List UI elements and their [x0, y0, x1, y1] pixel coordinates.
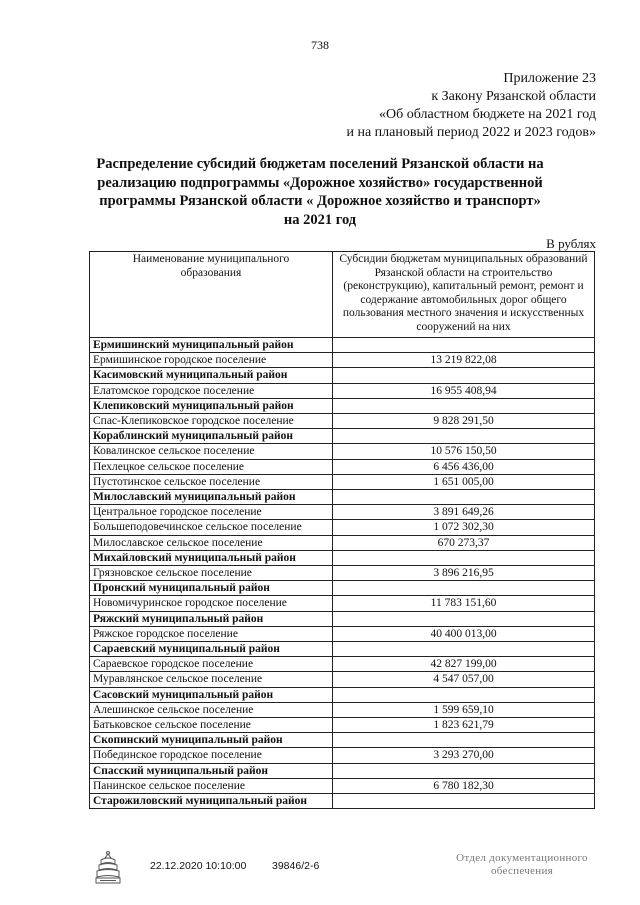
appendix-header — [346, 70, 596, 142]
subsidy-amount: 3 891 649,26 — [333, 505, 595, 520]
settlement-row — [90, 444, 595, 459]
settlement-name: Милославское сельское поселение — [90, 535, 333, 550]
subsidy-amount: 11 783 151,60 — [333, 596, 595, 611]
settlement-name: Спас-Клепиковское городское поселение — [90, 414, 333, 429]
settlement-row — [90, 748, 595, 763]
title-line: программы Рязанской области « Дорожное хозяйство и транспорт» — [99, 193, 541, 209]
column-header-name-text: Наименование муниципального образования — [132, 253, 290, 279]
appendix-line: и на плановый период 2022 и 2023 годов» — [346, 125, 596, 140]
district-name: Клепиковский муниципальный район — [90, 398, 333, 413]
subsidy-amount: 13 219 822,08 — [333, 353, 595, 368]
column-header-name — [90, 252, 333, 338]
settlement-name: Ермишинское городское поселение — [90, 353, 333, 368]
subsidy-amount — [333, 550, 595, 565]
page-number: 738 — [311, 38, 329, 52]
district-name: Спасский муниципальный район — [90, 763, 333, 778]
subsidy-amount: 9 828 291,50 — [333, 414, 595, 429]
settlement-row — [90, 474, 595, 489]
subsidy-amount — [333, 642, 595, 657]
settlement-row — [90, 657, 595, 672]
settlement-row — [90, 566, 595, 581]
subsidy-amount: 10 576 150,50 — [333, 444, 595, 459]
units-label: В рублях — [546, 236, 596, 251]
district-name: Ермишинский муниципальный район — [90, 338, 333, 353]
district-name: Сараевский муниципальный район — [90, 642, 333, 657]
district-name: Пронский муниципальный район — [90, 581, 333, 596]
appendix-line: Приложение 23 — [503, 71, 596, 86]
column-header-subsidy: Субсидии бюджетам муниципальных образований Рязанской области на строительство (реконструкцию), капитальный ремонт, ремонт и содержание автомобильных дорог общего пользования местного значения и искусственных сооружений на них — [333, 252, 595, 338]
subsidy-amount — [333, 429, 595, 444]
subsidy-amount: 1 599 659,10 — [333, 702, 595, 717]
subsidy-amount — [333, 687, 595, 702]
coat-of-arms-icon — [92, 850, 124, 886]
settlement-row — [90, 383, 595, 398]
title-line: реализацию подпрограммы «Дорожное хозяйство» государственной — [97, 174, 543, 191]
settlement-name: Пехлецкое сельское поселение — [90, 459, 333, 474]
settlement-row — [90, 596, 595, 611]
district-row — [90, 550, 595, 565]
appendix-line: к Закону Рязанской области — [431, 89, 596, 104]
subsidy-amount — [333, 581, 595, 596]
subsidy-amount — [333, 368, 595, 383]
settlement-name: Муравлянское сельское поселение — [90, 672, 333, 687]
settlement-row — [90, 520, 595, 535]
office-stamp — [432, 852, 612, 878]
district-row — [90, 733, 595, 748]
settlement-name: Побединское городское поселение — [90, 748, 333, 763]
settlement-name: Батьковское сельское поселение — [90, 718, 333, 733]
settlement-row — [90, 718, 595, 733]
office-stamp-line: обеспечения — [490, 865, 554, 877]
subsidy-amount — [333, 733, 595, 748]
subsidy-amount — [333, 490, 595, 505]
settlement-name: Пустотинское сельское поселение — [90, 474, 333, 489]
district-name: Михайловский муниципальный район — [90, 550, 333, 565]
subsidy-amount: 4 547 057,00 — [333, 672, 595, 687]
settlement-name: Большеподовечинское сельское поселение — [90, 520, 333, 535]
footer — [0, 850, 640, 890]
settlement-name: Центральное городское поселение — [90, 505, 333, 520]
settlement-name: Ковалинское сельское поселение — [90, 444, 333, 459]
district-name: Милославский муниципальный район — [90, 490, 333, 505]
district-row — [90, 429, 595, 444]
district-row — [90, 687, 595, 702]
district-row — [90, 398, 595, 413]
district-name: Касимовский муниципальный район — [90, 368, 333, 383]
district-row — [90, 338, 595, 353]
office-stamp-line: Отдел документационного — [456, 852, 588, 864]
subsidy-amount: 1 651 005,00 — [333, 474, 595, 489]
document-title — [60, 155, 580, 229]
subsidy-amount: 42 827 199,00 — [333, 657, 595, 672]
subsidy-amount — [333, 763, 595, 778]
district-name: Старожиловский муниципальный район — [90, 794, 333, 809]
settlement-name: Ряжское городское поселение — [90, 626, 333, 641]
district-name: Кораблинский муниципальный район — [90, 429, 333, 444]
stamp-code: 39846/2-6 — [272, 860, 320, 872]
table-header-row — [90, 252, 595, 338]
subsidy-amount: 16 955 408,94 — [333, 383, 595, 398]
district-row — [90, 490, 595, 505]
district-row — [90, 581, 595, 596]
subsidy-amount — [333, 611, 595, 626]
subsidy-amount: 6 456 436,00 — [333, 459, 595, 474]
settlement-row — [90, 702, 595, 717]
title-line: Распределение субсидий бюджетам поселений Рязанской области на — [96, 156, 544, 172]
district-row — [90, 368, 595, 383]
subsidy-amount: 1 072 302,30 — [333, 520, 595, 535]
settlement-name: Алешинское сельское поселение — [90, 702, 333, 717]
settlement-name: Елатомское городское поселение — [90, 383, 333, 398]
subsidy-amount: 6 780 182,30 — [333, 778, 595, 793]
subsidy-amount: 3 293 270,00 — [333, 748, 595, 763]
district-row — [90, 794, 595, 809]
settlement-row — [90, 672, 595, 687]
settlement-name: Сараевское городское поселение — [90, 657, 333, 672]
subsidy-table — [89, 251, 595, 809]
district-name: Скопинский муниципальный район — [90, 733, 333, 748]
district-row — [90, 763, 595, 778]
settlement-name: Панинское сельское поселение — [90, 778, 333, 793]
district-name: Сасовский муниципальный район — [90, 687, 333, 702]
settlement-row — [90, 505, 595, 520]
subsidy-amount: 670 273,37 — [333, 535, 595, 550]
settlement-row — [90, 459, 595, 474]
appendix-line: «Об областном бюджете на 2021 год — [379, 107, 596, 122]
subsidy-amount — [333, 338, 595, 353]
settlement-row — [90, 535, 595, 550]
settlement-name: Грязновское сельское поселение — [90, 566, 333, 581]
subsidy-amount: 40 400 013,00 — [333, 626, 595, 641]
settlement-row — [90, 626, 595, 641]
settlement-row — [90, 778, 595, 793]
subsidy-amount: 1 823 621,79 — [333, 718, 595, 733]
subsidy-amount — [333, 398, 595, 413]
district-name: Ряжский муниципальный район — [90, 611, 333, 626]
settlement-name: Новомичуринское городское поселение — [90, 596, 333, 611]
subsidy-amount: 3 896 216,95 — [333, 566, 595, 581]
stamp-date: 22.12.2020 10:10:00 — [150, 860, 247, 872]
district-row — [90, 642, 595, 657]
district-row — [90, 611, 595, 626]
title-line: на 2021 год — [283, 211, 357, 228]
subsidy-amount — [333, 794, 595, 809]
settlement-row — [90, 414, 595, 429]
settlement-row — [90, 353, 595, 368]
